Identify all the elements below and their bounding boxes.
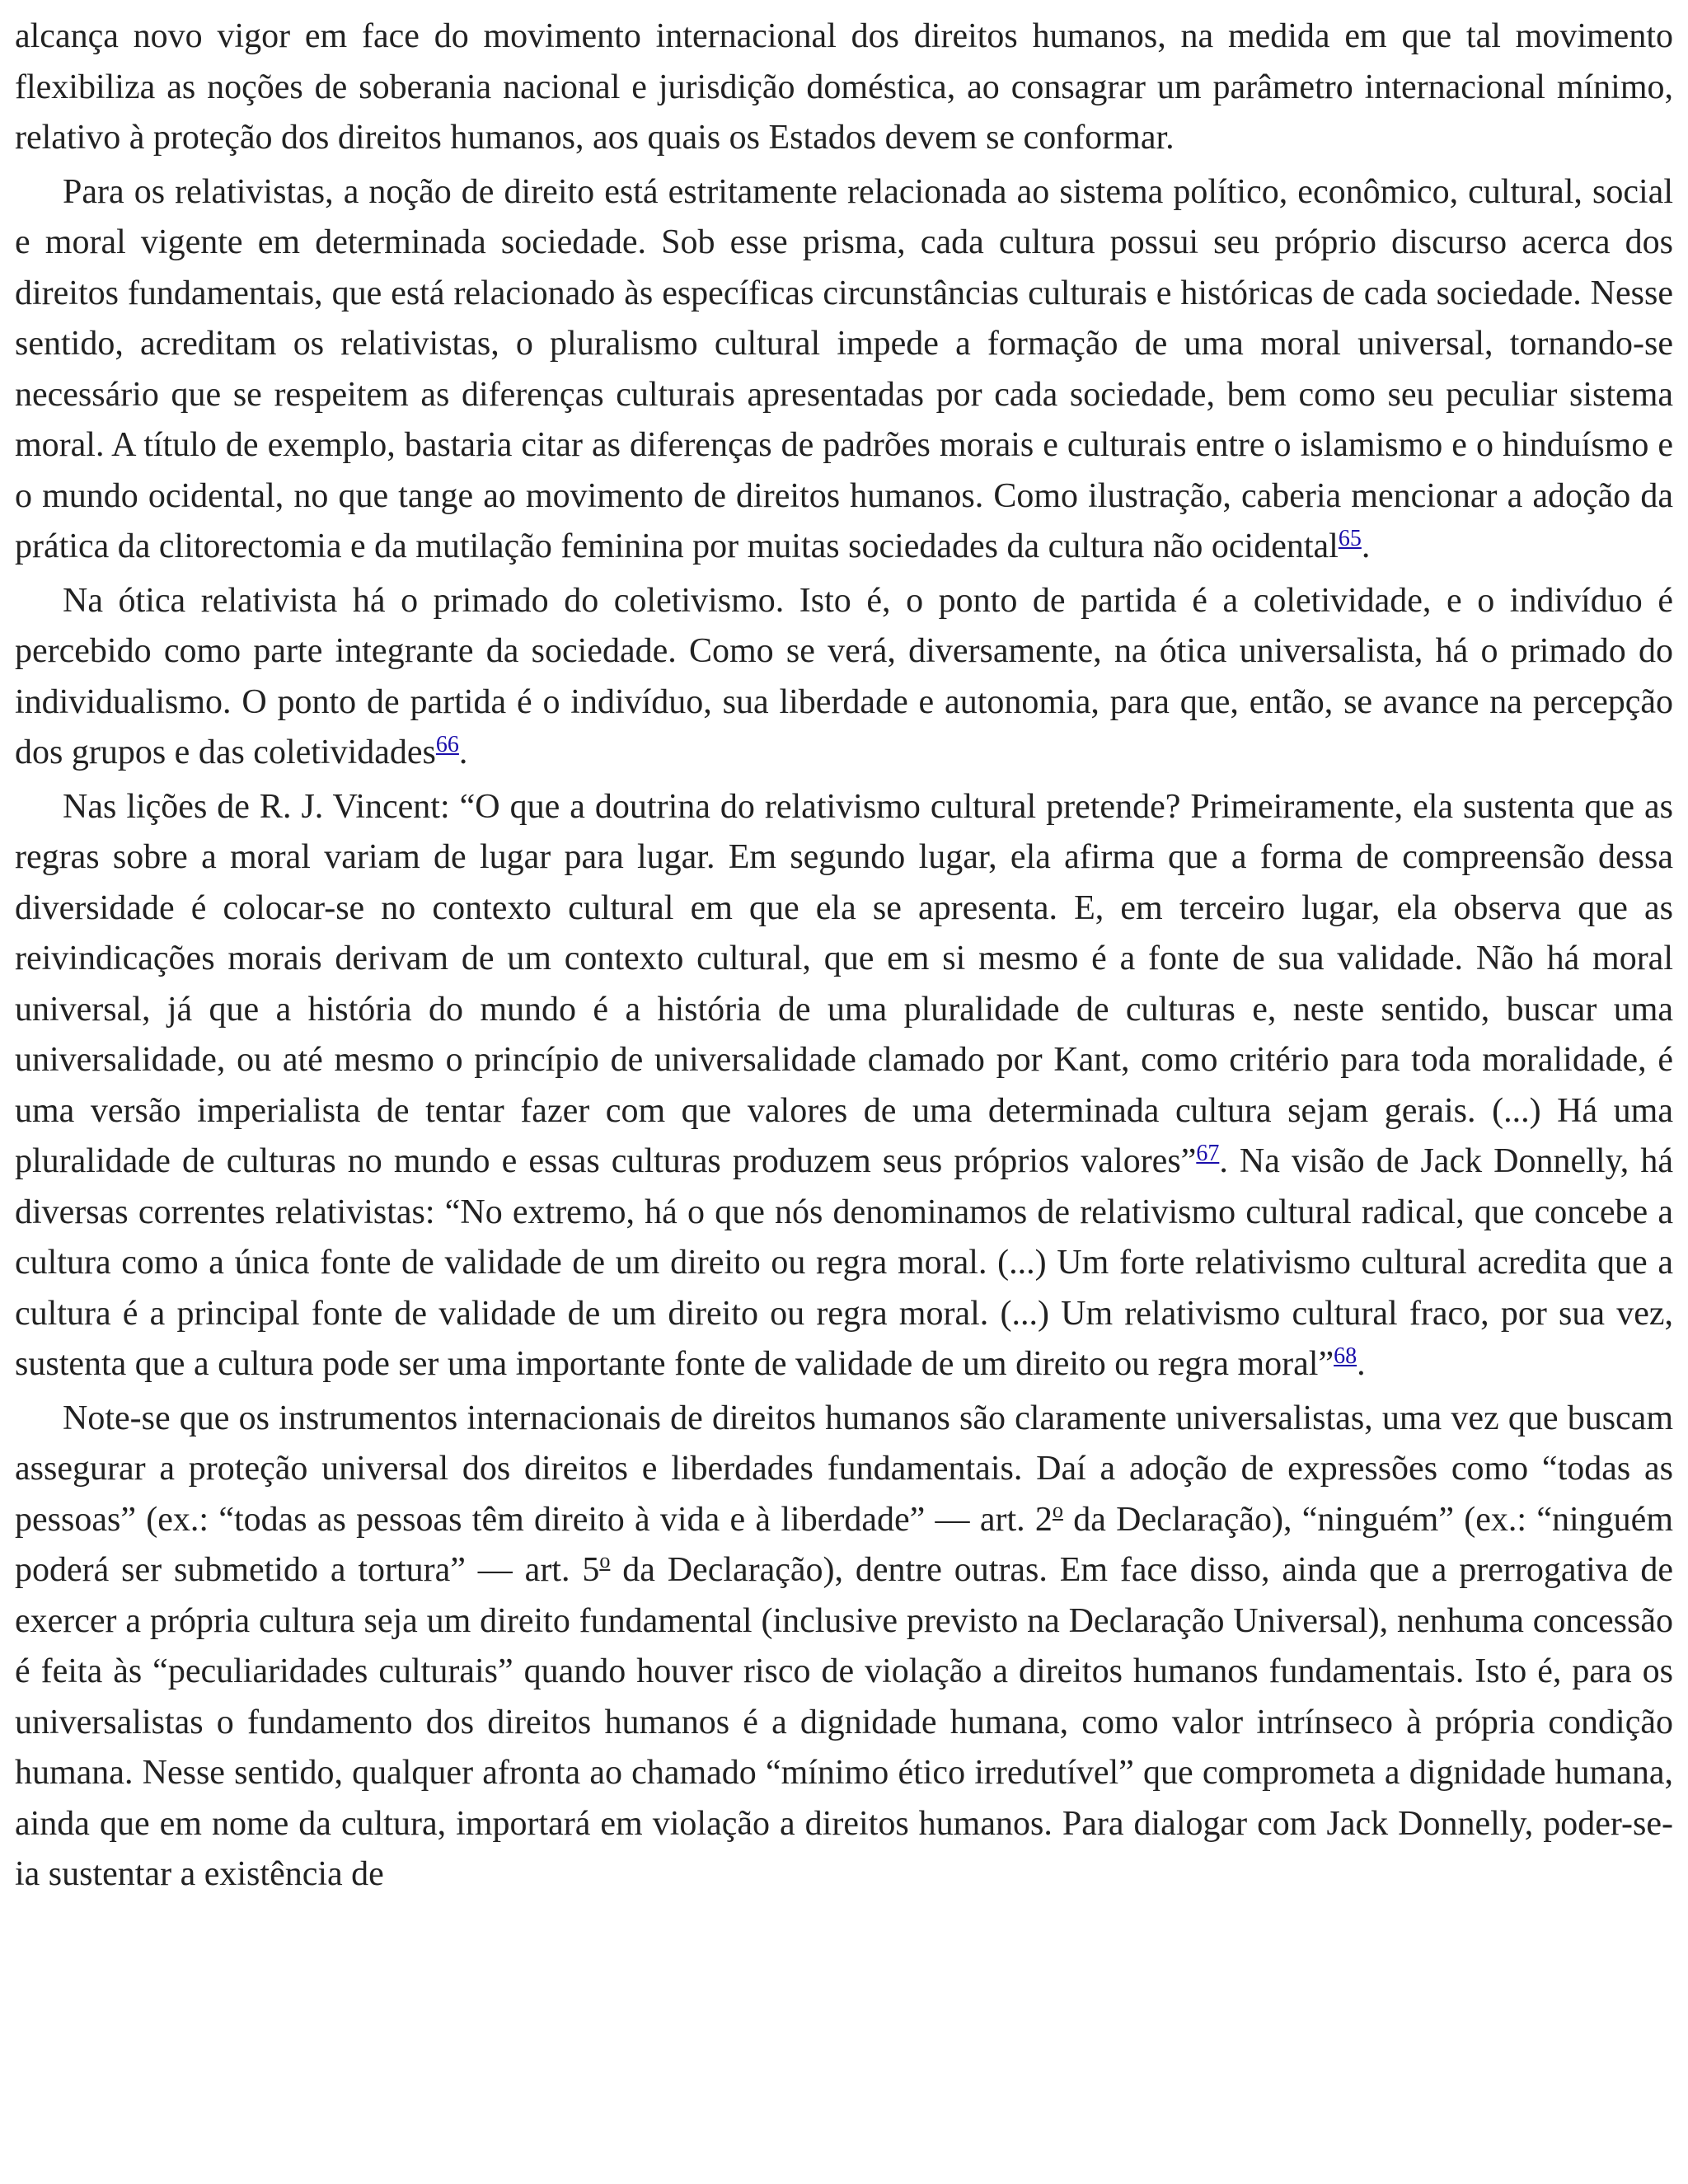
paragraph-text: da Declaração), “ninguém” (ex.: “ninguém poderá ser submetido a tortura” — art. 5 — [15, 1500, 1673, 1589]
paragraph-collectivism — [15, 576, 1673, 779]
paragraph-text: . Na visão de Jack Donnelly, há diversas correntes relativistas: “No extremo, há o que nós denominamos de relativismo cultural radical, que concebe a cultura como a única fonte de validade de um direito ou regra moral. (...) Um forte relativismo cultural acredita que a cultura é a principal fonte de validade de um direito ou regra moral. (...) Um relativismo cultural fraco, por sua vez, sustenta que a cultura pode ser uma importante fonte de validade de um direito ou regra moral” — [15, 1142, 1673, 1383]
footnote-link-65[interactable]: 65 — [1338, 526, 1362, 551]
paragraph-text: da Declaração), dentre outras. Em face disso, ainda que a prerrogativa de exercer a própria cultura seja um direito fundamental (inclusive previsto na Declaração Universal), nenhuma concessão é feita às “peculiaridades culturais” quando houver risco de violação a direitos humanos fundamentais. Isto é, para os universalistas o fundamento dos direitos humanos é a dignidade humana, como valor intrínseco à própria condição humana. Nesse sentido, qualquer afronta ao chamado “mínimo ético irredutível” que comprometa a dignidade humana, ainda que em nome da cultura, importará em violação a direitos humanos. Para dialogar com Jack Donnelly, poder-se-ia sustentar a existência de — [15, 1551, 1673, 1893]
paragraph-text: Note-se que os instrumentos internacionais de direitos humanos são claramente universalistas, uma vez que buscam assegurar a proteção universal dos direitos e liberdades fundamentais. Daí a adoção de expressões como “todas as pessoas” (ex.: “todas as pessoas têm direito à vida e à liberdade” — art. 2 — [15, 1399, 1673, 1539]
footnote-link-67[interactable]: 67 — [1196, 1141, 1220, 1166]
paragraph-relativists — [15, 167, 1673, 573]
paragraph-text: . — [1357, 1345, 1366, 1383]
paragraph-vincent-donnelly — [15, 782, 1673, 1390]
paragraph-text: Nas lições de R. J. Vincent: “O que a doutrina do relativismo cultural pretende? Primeiramente, ela sustenta que as regras sobre a moral variam de lugar para lugar. Em segundo lugar, ela afirma que a forma de compreensão dessa diversidade é colocar-se no contexto cultural em que ela se apresenta. E, em terceiro lugar, ela observa que as reivindicações morais derivam de um contexto cultural, que em si mesmo é a fonte de sua validade. Não há moral universal, já que a história do mundo é a história de uma pluralidade de culturas e, neste sentido, buscar uma universalidade, ou até mesmo o princípio de universalidade clamado por Kant, como critério para toda moralidade, é uma versão imperialista de tentar fazer com que valores de uma determinada cultura sejam gerais. (...) Há uma pluralidade de culturas no mundo e essas culturas produzem seus próprios valores” — [15, 787, 1673, 1180]
paragraph-text: Para os relativistas, a noção de direito está estritamente relacionada ao sistema político, econômico, cultural, social e moral vigente em determinada sociedade. Sob esse prisma, cada cultura possui seu próprio discurso acerca dos direitos fundamentais, que está relacionado às específicas circunstâncias culturais e históricas de cada sociedade. Nesse sentido, acreditam os relativistas, o pluralismo cultural impede a formação de uma moral universal, tornando-se necessário que se respeitem as diferenças culturais apresentadas por cada sociedade, bem como seu peculiar sistema moral. A título de exemplo, bastaria citar as diferenças de padrões morais e culturais entre o islamismo e o hinduísmo e o mundo ocidental, no que tange ao movimento de direitos humanos. Como ilustração, caberia mencionar a adoção da prática da clitorectomia e da mutilação feminina por muitas sociedades da cultura não ocidental — [15, 172, 1673, 565]
ordinal-indicator: o — [599, 1549, 611, 1572]
footnote-link-66[interactable]: 66 — [435, 732, 459, 757]
paragraph-text: . — [1361, 527, 1371, 565]
paragraph-text: . — [458, 733, 468, 771]
paragraph-text: Na ótica relativista há o primado do coletivismo. Isto é, o ponto de partida é a coletividade, e o indivíduo é percebido como parte integrante da sociedade. Como se verá, diversamente, na ótica universalista, há o primado do individualismo. O ponto de partida é o indivíduo, sua liberdade e autonomia, para que, então, se avance na percepção dos grupos e das coletividades — [15, 581, 1673, 771]
ordinal-indicator: o — [1052, 1497, 1063, 1522]
document-page — [15, 12, 1673, 1904]
paragraph-text: alcança novo vigor em face do movimento internacional dos direitos humanos, na medida em que tal movimento flexibiliza as noções de soberania nacional e jurisdição doméstica, ao consagrar um parâmetro internacional mínimo, relativo à proteção dos direitos humanos, aos quais os Estados devem se conformar. — [15, 17, 1673, 157]
footnote-link-68[interactable]: 68 — [1334, 1343, 1357, 1369]
paragraph-universalists — [15, 1394, 1673, 1900]
paragraph-continued — [15, 12, 1673, 164]
